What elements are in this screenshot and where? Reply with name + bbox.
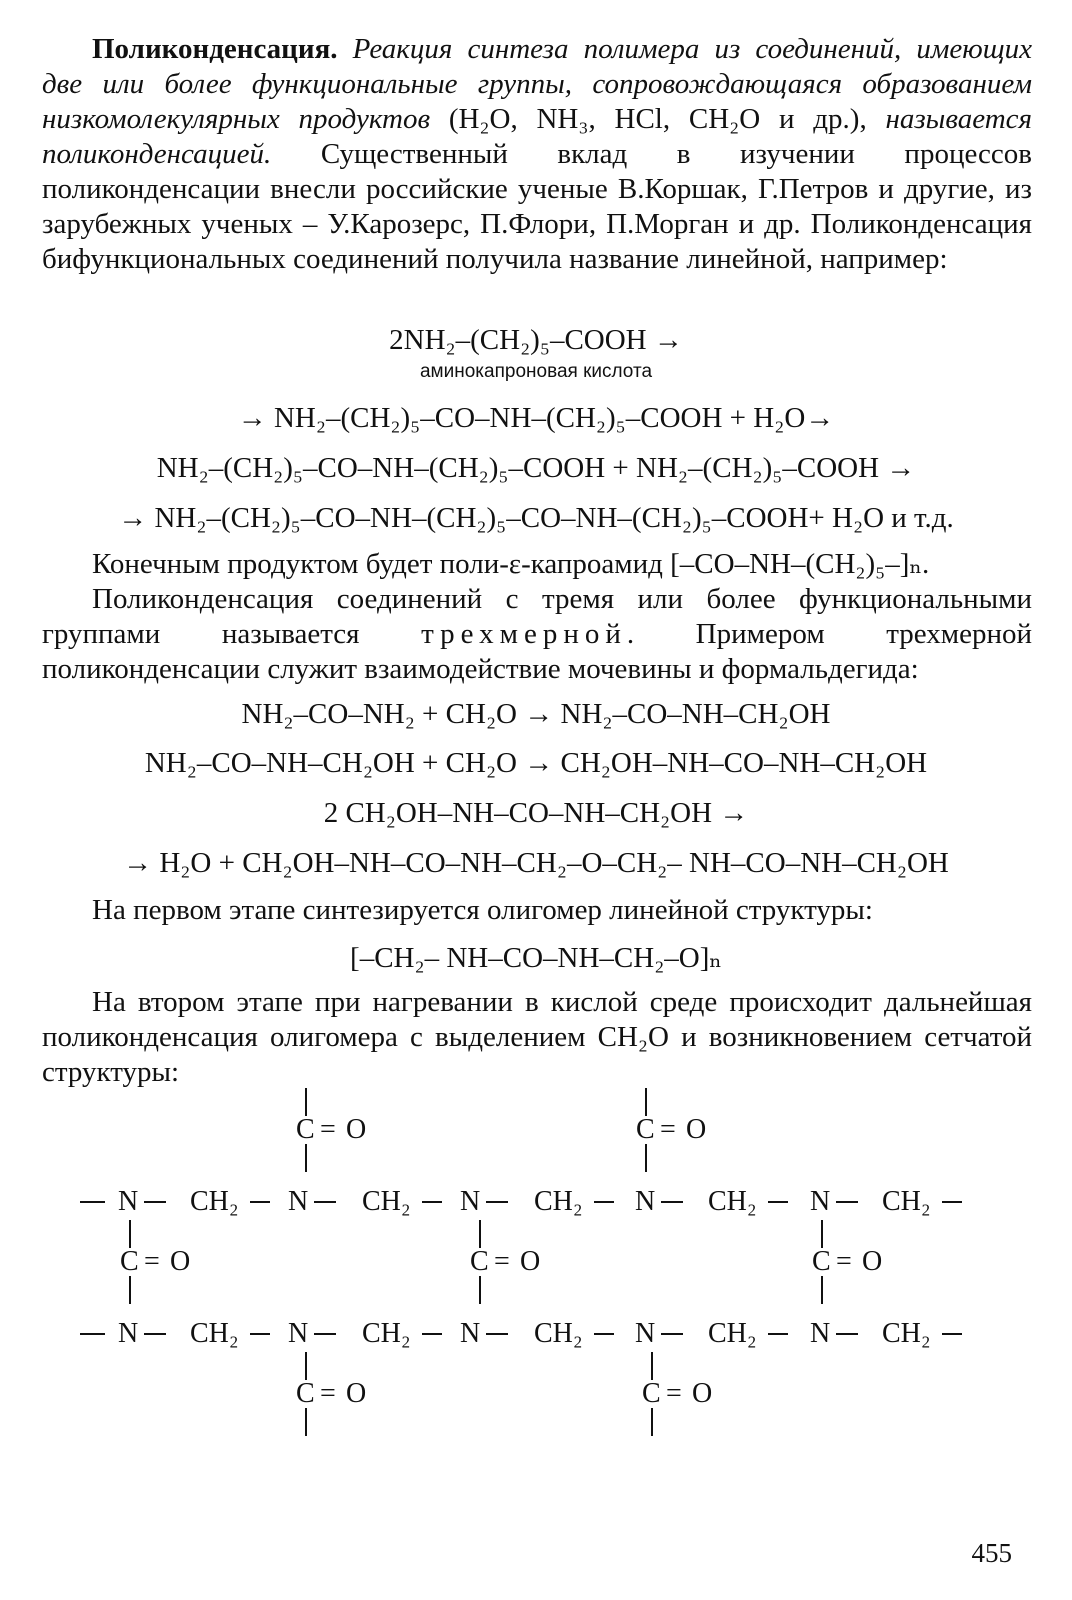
carbonyl-crosslink-double-bond: = (144, 1246, 160, 1277)
carbonyl-crosslink-atom-o: O (862, 1246, 883, 1277)
stage-two-paragraph: На втором этапе при нагревании в кислой среде происходит дальнейшая поликонденсация олигомера с выделением CH₂O и возникновением сетчатой структуры: (42, 986, 1032, 1088)
carbonyl-lower-atom-c: C (296, 1378, 315, 1409)
carbonyl-upper-atom-c: C (296, 1114, 315, 1145)
definition-tail: называется поликонденсацией. (42, 103, 1032, 170)
chain-row-2-group-ch2: CH₂ (882, 1318, 931, 1349)
carbonyl-crosslink-double-bond: = (836, 1246, 852, 1277)
term-polycondensation: Поликонденсация. (92, 33, 338, 65)
term-three-dimensional: трехмерной (421, 618, 627, 650)
chain-row-1-atom-n: N (810, 1186, 831, 1217)
chain-row-2-atom-n: N (288, 1318, 309, 1349)
intro-paragraph (42, 32, 1032, 277)
chain-row-2-group-ch2: CH₂ (534, 1318, 583, 1349)
three-dimensional-paragraph (42, 582, 1032, 687)
chain-row-2-atom-n: N (460, 1318, 481, 1349)
carbonyl-lower-atom-o: O (346, 1378, 367, 1409)
equation-urea-3: 2 CH₂OH–NH–CO–NH–CH₂OH → (323, 797, 749, 829)
carbonyl-crosslink-atom-o: O (170, 1246, 191, 1277)
equation-urea-4: → H₂O + CH₂OH–NH–CO–NH–CH₂–O–CH₂– NH–CO–NH–CH₂OH (123, 847, 949, 879)
carbonyl-lower-atom-c: C (642, 1378, 661, 1409)
stage-one-paragraph: На первом этапе синтезируется олигомер линейной структуры: (92, 894, 873, 926)
carbonyl-upper-double-bond: = (320, 1114, 336, 1145)
carbonyl-lower-atom-o: O (692, 1378, 713, 1409)
equation-linear-2: → NH₂–(CH₂)₅–CO–NH–(CH₂)₅–COOH + H₂O→ (237, 402, 835, 434)
chain-row-1-atom-n: N (460, 1186, 481, 1217)
intro-body: Существенный вклад в изучении процессов поликонденсации внесли российские ученые В.Коршак, Г.Петров и другие, из зарубежных ученых – У.Карозерс, П.Флори, П.Морган и др. Поликонденсация бифункциональных соединений получила название линейной, например: (42, 138, 1032, 275)
carbonyl-lower-double-bond: = (320, 1378, 336, 1409)
three-dimensional-lead: Поликонденсация соединений с тремя или более функциональными группами называется (42, 583, 1032, 650)
carbonyl-crosslink-atom-o: O (520, 1246, 541, 1277)
equation-linear-1: 2NH₂–(CH₂)₅–COOH → (389, 324, 683, 356)
final-product-paragraph: Конечным продуктом будет поли-ε-капроамид [–CO–NH–(CH₂)₅–]ₙ. (92, 548, 930, 580)
chain-row-2-atom-n: N (635, 1318, 656, 1349)
carbonyl-upper-double-bond: = (660, 1114, 676, 1145)
carbonyl-crosslink-atom-c: C (120, 1246, 139, 1277)
oligomer-formula: [–CH₂– NH–CO–NH–CH₂–O]ₙ (350, 942, 722, 974)
caption-aminocaproic-acid: аминокапроновая кислота (419, 361, 653, 382)
carbonyl-crosslink-atom-c: C (812, 1246, 831, 1277)
network-structure-diagram (0, 1080, 1072, 1480)
carbonyl-upper-atom-o: O (346, 1114, 367, 1145)
byproducts-text: (H₂O, NH₃, HCl, CH₂O и др.), (448, 103, 867, 135)
chain-row-1-group-ch2: CH₂ (362, 1186, 411, 1217)
carbonyl-lower-double-bond: = (666, 1378, 682, 1409)
three-dimensional-tail: . Примером трехмерной поликонденсации служит взаимодействие мочевины и формальдегида: (42, 618, 1033, 685)
chain-row-1-atom-n: N (118, 1186, 139, 1217)
carbonyl-upper-atom-o: O (686, 1114, 707, 1145)
definition-text: Реакция синтеза полимера из соединений, имеющих две или более функциональные группы, сопровождающаяся образованием низкомолекулярных продуктов (42, 33, 1033, 135)
chain-row-2-group-ch2: CH₂ (190, 1318, 239, 1349)
chain-row-2-group-ch2: CH₂ (708, 1318, 757, 1349)
carbonyl-crosslink-atom-c: C (470, 1246, 489, 1277)
chain-row-1-group-ch2: CH₂ (190, 1186, 239, 1217)
chain-row-2-group-ch2: CH₂ (362, 1318, 411, 1349)
chain-row-1-group-ch2: CH₂ (708, 1186, 757, 1217)
chain-row-1-atom-n: N (635, 1186, 656, 1217)
page-number: 455 (971, 1538, 1012, 1568)
equation-urea-2: NH₂–CO–NH–CH₂OH + CH₂O → CH₂OH–NH–CO–NH–CH₂OH (144, 747, 928, 779)
chain-row-2-atom-n: N (810, 1318, 831, 1349)
chain-row-1-group-ch2: CH₂ (534, 1186, 583, 1217)
chain-row-2-atom-n: N (118, 1318, 139, 1349)
carbonyl-upper-atom-c: C (636, 1114, 655, 1145)
equation-linear-4: → NH₂–(CH₂)₅–CO–NH–(CH₂)₅–CO–NH–(CH₂)₅–COOH+ H₂O и т.д. (118, 502, 954, 534)
chain-row-1-atom-n: N (288, 1186, 309, 1217)
equation-linear-3: NH₂–(CH₂)₅–CO–NH–(CH₂)₅–COOH + NH₂–(CH₂)₅–COOH → (156, 452, 916, 484)
equation-urea-1: NH₂–CO–NH₂ + CH₂O → NH₂–CO–NH–CH₂OH (241, 698, 831, 730)
carbonyl-crosslink-double-bond: = (494, 1246, 510, 1277)
chain-row-1-group-ch2: CH₂ (882, 1186, 931, 1217)
